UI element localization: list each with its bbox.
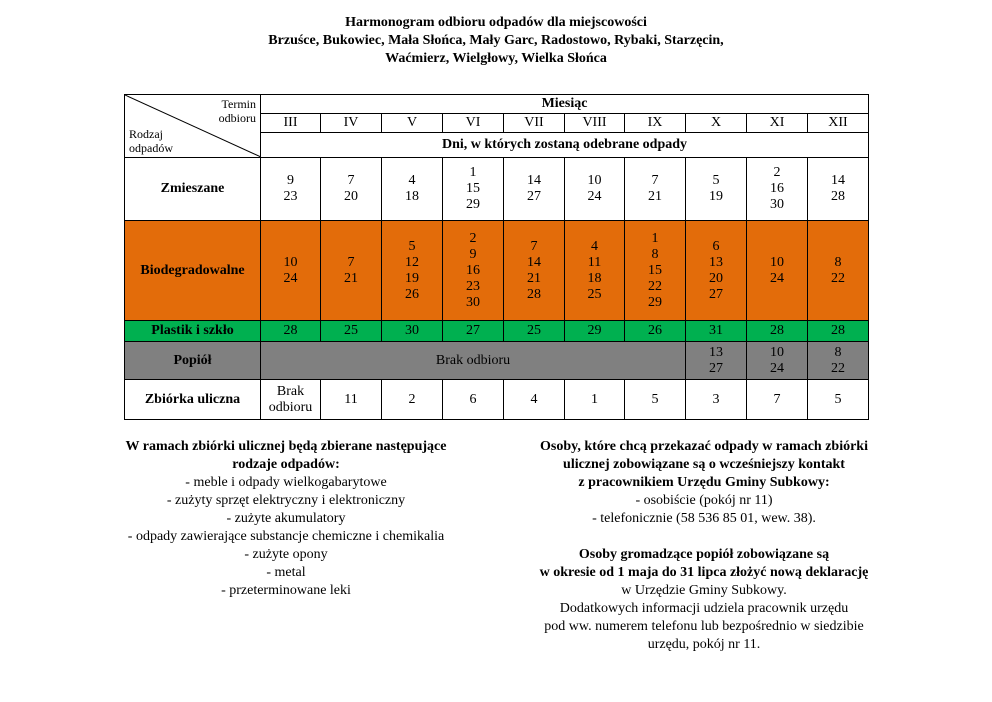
day-cell [261,220,321,321]
text-line: - zużyte opony [244,547,328,562]
row-zmieszane [125,157,869,220]
text-line: 7 [651,172,659,188]
day-cell: 1 [565,380,625,420]
text-line: 2 [773,164,781,180]
text-line: - zużyty sprzęt elektryczny i elektroniczny [166,493,406,508]
text-line: 1 [651,230,659,246]
text-line: 7 [347,172,355,188]
text-line: Brak [276,383,305,399]
text-line: 24 [283,270,298,286]
contact-methods [494,492,914,528]
text-line: 13 [709,254,723,270]
text-line: 14 [831,172,845,188]
corner-label-rodzaj: Rodzaj odpadów [129,126,173,155]
month-cell: III [261,113,321,132]
month-cell: VI [443,113,504,132]
text-line: - osobiście (pokój nr 11) [635,493,773,508]
text-line: 9 [287,172,294,188]
note-heading: W ramach zbiórki ulicznej będą zbierane następujące [125,439,447,454]
text-line: urzędu, pokój nr 11. [647,637,761,652]
day-cell: 2 [382,380,443,420]
title-line-2: Brzuśce, Bukowiec, Mała Słońca, Mały Garc, Radostowo, Rybaki, Starzęcin, [268,33,724,48]
row-biodegradowalne [125,220,869,321]
row-label-plastik: Plastik i szkło [125,321,261,342]
day-cell [565,220,625,321]
text-line: 27 [709,286,723,302]
text-line: 15 [466,180,480,196]
text-line: 23 [466,278,480,294]
month-cell: IV [321,113,382,132]
text-line: 21 [527,270,541,286]
title-line-3: Waćmierz, Wielgłowy, Wielka Słońca [385,51,607,66]
month-cell: VIII [565,113,625,132]
text-line: 7 [530,238,538,254]
day-cell: 29 [565,321,625,342]
day-cell [686,342,747,380]
table-corner-cell [125,95,261,158]
note-heading: rodzaje odpadów: [232,457,340,472]
text-line: 25 [587,286,602,302]
text-line: 9 [469,246,477,262]
text-line: 19 [709,188,723,204]
text-line: 6 [712,238,720,254]
row-label-zbiorka: Zbiórka uliczna [125,380,261,420]
street-collection-note [86,438,486,600]
text-line: 29 [466,196,480,212]
day-cell [443,157,504,220]
text-line: ulicznej zobowiązane są o wcześniejszy kontakt [563,457,845,472]
text-line: 22 [831,270,845,286]
text-line: - odpady zawierające substancje chemiczne i chemikalia [127,529,445,544]
text-line: 8 [651,246,659,262]
month-cell: XI [747,113,808,132]
text-line: 8 [834,344,842,360]
day-cell [808,157,869,220]
day-cell [443,220,504,321]
text-line: 28 [527,286,541,302]
row-label-popiol: Popiół [125,342,261,380]
text-line: 18 [405,188,419,204]
text-line: 29 [648,294,662,310]
text-line: 21 [344,270,358,286]
contact-note [494,438,914,654]
month-cell: XII [808,113,869,132]
text-line: 27 [527,188,541,204]
corner-label-termin: Termin odbioru [218,97,256,125]
text-line: w okresie od 1 maja do 31 lipca złożyć nową deklarację [539,565,869,580]
text-line: - meble i odpady wielkogabarytowe [185,475,387,490]
text-line: 8 [834,254,842,270]
ash-info [494,582,914,654]
text-line: 15 [648,262,662,278]
day-cell: 28 [808,321,869,342]
text-line: 14 [527,172,541,188]
text-line: 28 [831,188,845,204]
contact-heading [494,438,914,492]
text-line: 7 [347,254,355,270]
day-cell [747,220,808,321]
no-collection-cell: Brak odbioru [261,342,686,380]
text-line: 5 [712,172,720,188]
day-cell: 5 [808,380,869,420]
text-line: 10 [770,344,784,360]
day-cell: 28 [747,321,808,342]
text-line: 22 [648,278,662,294]
row-popiol [125,342,869,380]
days-header: Dni, w których zostaną odebrane odpady [261,132,869,157]
text-line: 24 [587,188,602,204]
row-plastik [125,321,869,342]
text-line: 20 [709,270,723,286]
text-line: 4 [591,238,598,254]
title-line-1: Harmonogram odbioru odpadów dla miejscowości [345,15,647,30]
day-cell: 11 [321,380,382,420]
row-zbiorka [125,380,869,420]
text-line: 4 [408,172,416,188]
day-cell: 4 [504,380,565,420]
month-cell: X [686,113,747,132]
text-line: 21 [648,188,662,204]
text-line: 20 [344,188,358,204]
month-cell: IX [625,113,686,132]
text-line: - telefonicznie (58 536 85 01, wew. 38). [592,511,816,526]
day-cell [382,157,443,220]
day-cell: 7 [747,380,808,420]
waste-type-list [86,474,486,600]
row-label-zmieszane: Zmieszane [125,157,261,220]
text-line: 30 [770,196,784,212]
text-line: Osoby, które chcą przekazać odpady w ramach zbiórki [540,439,868,454]
day-cell [808,342,869,380]
day-cell [808,220,869,321]
text-line: odbioru [268,399,313,415]
text-line: 1 [469,164,477,180]
day-cell: 5 [625,380,686,420]
text-line: 11 [587,254,602,270]
text-line: 16 [466,262,480,278]
text-line: 26 [405,286,419,302]
text-line: 10 [587,172,602,188]
text-line: 22 [831,360,845,376]
text-line: 10 [283,254,298,270]
day-cell [321,220,382,321]
text-line: 16 [770,180,784,196]
day-cell: 30 [382,321,443,342]
no-collection-cell [261,380,321,420]
month-header: Miesiąc [261,95,869,114]
day-cell: 3 [686,380,747,420]
page-title [0,14,992,68]
day-cell [321,157,382,220]
text-line: 24 [770,270,784,286]
day-cell [625,220,686,321]
day-cell [504,157,565,220]
text-line: 27 [709,360,723,376]
day-cell: 25 [504,321,565,342]
day-cell: 31 [686,321,747,342]
day-cell [686,157,747,220]
text-line: z pracownikiem Urzędu Gminy Subkowy: [578,475,830,490]
day-cell [565,157,625,220]
month-cell: VII [504,113,565,132]
text-line: Osoby gromadzące popiół zobowiązane są [578,547,830,562]
day-cell: 26 [625,321,686,342]
text-line: 2 [469,230,477,246]
text-line: pod ww. numerem telefonu lub bezpośrednio w siedzibie [544,619,864,634]
row-label-biodegradowalne: Biodegradowalne [125,220,261,321]
day-cell [747,342,808,380]
text-line: 14 [527,254,541,270]
day-cell [504,220,565,321]
text-line: 10 [770,254,784,270]
text-line: 19 [405,270,419,286]
text-line: 18 [587,270,602,286]
text-line: w Urzędzie Gminy Subkowy. [621,583,787,598]
ash-heading [494,546,914,582]
day-cell [625,157,686,220]
day-cell: 28 [261,321,321,342]
text-line: 13 [709,344,723,360]
text-line: - przeterminowane leki [221,583,351,598]
text-line: 5 [408,238,416,254]
text-line: - metal [266,565,306,580]
day-cell: 27 [443,321,504,342]
schedule-table [124,94,869,420]
day-cell: 6 [443,380,504,420]
text-line: 24 [770,360,784,376]
text-line: 12 [405,254,419,270]
day-cell: 25 [321,321,382,342]
day-cell [747,157,808,220]
text-line: Dodatkowych informacji udziela pracownik urzędu [559,601,849,616]
text-line: 30 [466,294,480,310]
text-line: 23 [283,188,298,204]
day-cell [261,157,321,220]
day-cell [382,220,443,321]
month-cell: V [382,113,443,132]
day-cell [686,220,747,321]
text-line: - zużyte akumulatory [226,511,346,526]
